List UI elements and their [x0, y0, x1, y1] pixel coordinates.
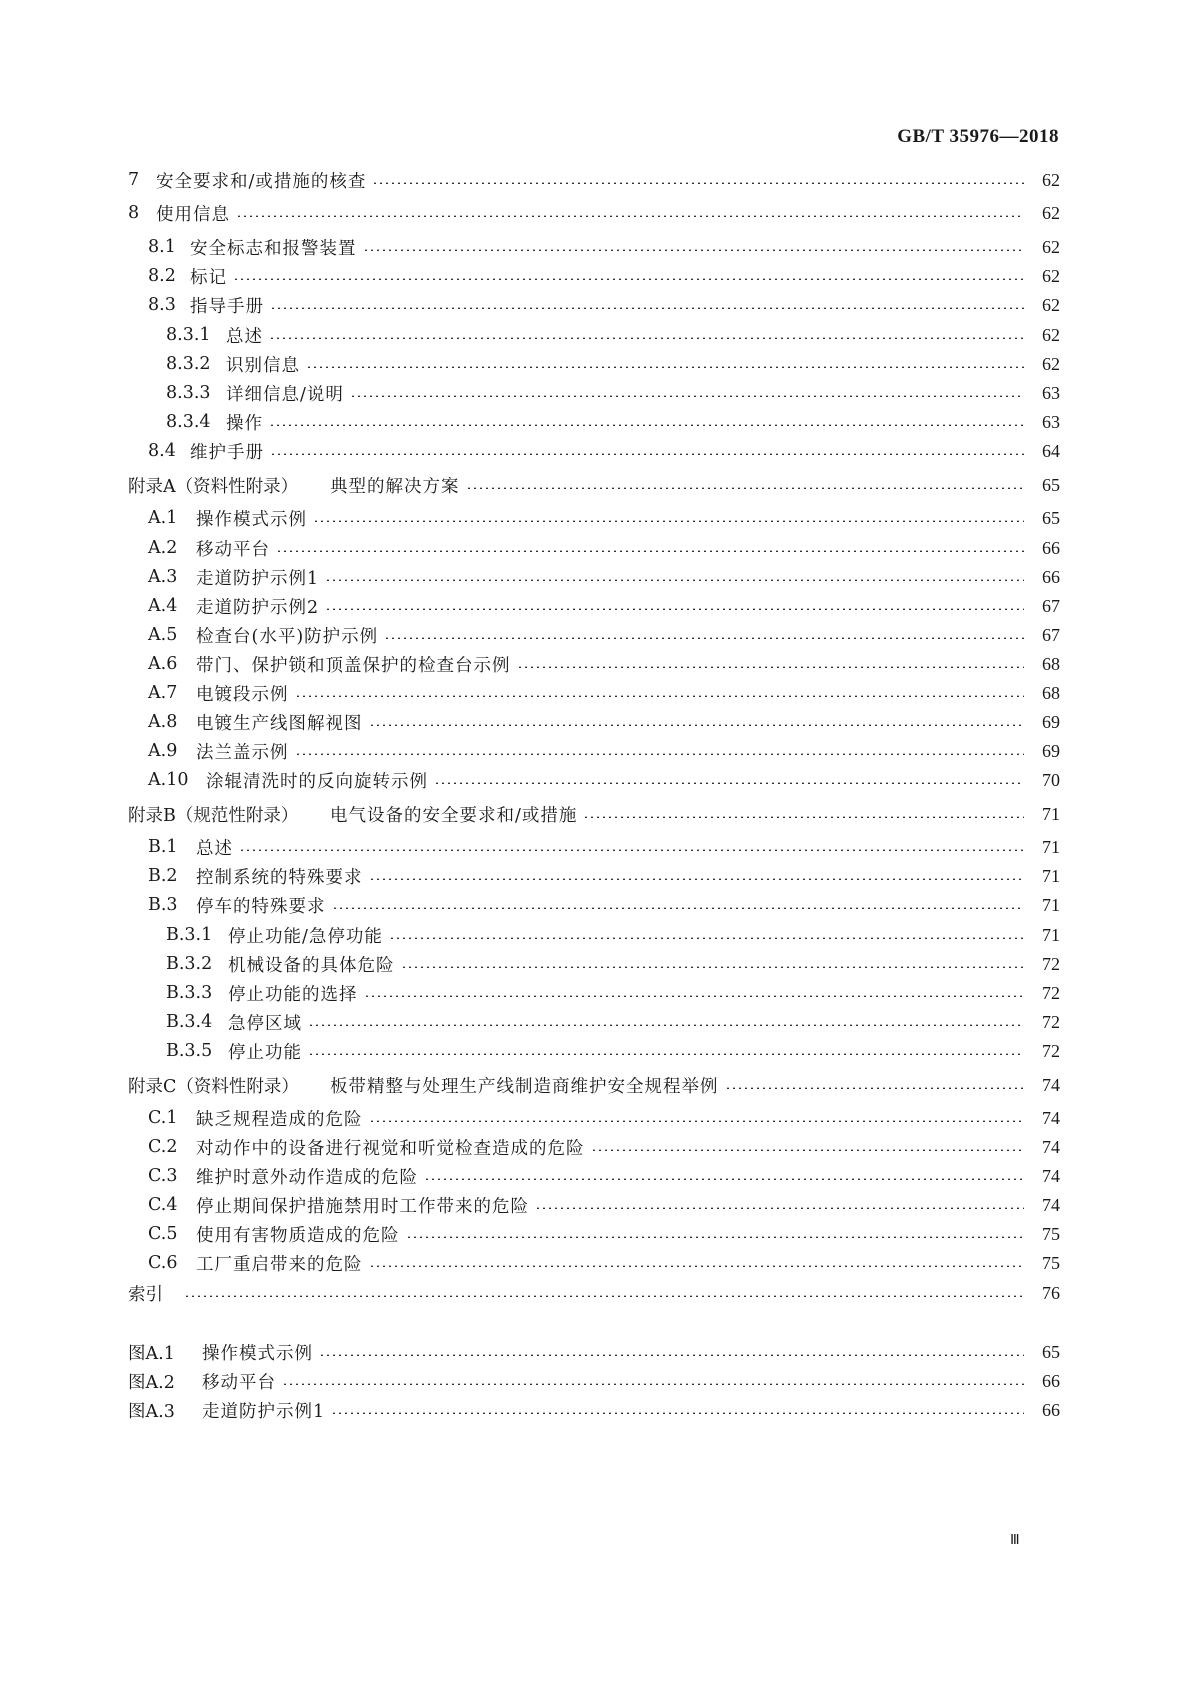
toc-entry-page: 74 [1042, 1136, 1060, 1157]
toc-entry-title: 操作模式示例 [196, 509, 307, 530]
toc-entry-title: 维护时意外动作造成的危险 [196, 1167, 418, 1188]
toc-entry-title: 总述 [226, 326, 263, 347]
toc-entry[interactable] [148, 232, 1060, 262]
toc-entry[interactable] [148, 649, 1060, 679]
toc-entry-page: 63 [1042, 411, 1060, 432]
toc-entry-page: 64 [1042, 440, 1060, 461]
toc-entry[interactable] [148, 620, 1060, 650]
toc-entry[interactable] [166, 407, 1060, 437]
toc-entry-page: 71 [1042, 836, 1060, 857]
toc-entry-title: 法兰盖示例 [196, 742, 289, 763]
toc-entry-number: C.2 [148, 1137, 178, 1157]
toc-entry-number: 8.1 [148, 237, 176, 257]
toc-entry-number: 8.3 [148, 295, 176, 315]
toc-entry-page: 67 [1042, 595, 1060, 616]
toc-entry[interactable] [128, 165, 1060, 195]
toc-entry-number: 图A.3 [128, 1401, 175, 1422]
toc-entry-number: 附录A（资料性附录） [128, 476, 299, 497]
toc-entry[interactable] [166, 978, 1060, 1008]
toc-entry-title: 急停区域 [228, 1013, 302, 1034]
toc-entry-page: 71 [1042, 803, 1060, 824]
dot-leader [184, 1295, 1024, 1297]
toc-entry-title: 安全标志和报警装置 [190, 238, 357, 259]
toc-entry-page: 66 [1042, 537, 1060, 558]
toc-entry-title: 电气设备的安全要求和/或措施 [330, 805, 578, 826]
toc-entry[interactable] [148, 890, 1060, 920]
dot-leader [369, 878, 1025, 880]
toc-entry-page: 74 [1042, 1165, 1060, 1186]
toc-entry-page: 74 [1042, 1107, 1060, 1128]
toc-entry-page: 71 [1042, 894, 1060, 915]
toc-entry-title: 详细信息/说明 [226, 384, 344, 405]
dot-leader [236, 215, 1024, 217]
toc-entry-number: 8.2 [148, 266, 176, 286]
dot-leader [535, 1207, 1024, 1209]
toc-entry-page: 62 [1042, 294, 1060, 315]
toc-entry-title: 带门、保护锁和顶盖保护的检查台示例 [196, 655, 511, 676]
toc-entry-page: 72 [1042, 1040, 1060, 1061]
page-number: Ⅲ [1010, 1533, 1020, 1548]
toc-entry-page: 68 [1042, 682, 1060, 703]
toc-entry-page: 71 [1042, 924, 1060, 945]
dot-leader [239, 849, 1024, 851]
toc-entry-number: 8.3.3 [166, 383, 211, 403]
toc-entry-number: A.4 [148, 596, 178, 616]
toc-entry-title: 典型的解决方案 [330, 476, 460, 497]
toc-entry-number: B.3.4 [166, 1012, 213, 1032]
toc-entry-title: 识别信息 [226, 355, 300, 376]
toc-entry-page: 62 [1042, 353, 1060, 374]
toc-entry-title: 停止功能 [228, 1042, 302, 1063]
toc-entry[interactable] [166, 949, 1060, 979]
toc-entry-title: 指导手册 [190, 296, 264, 317]
toc-entry-number: B.2 [148, 866, 178, 886]
toc-entry-title: 操作 [226, 413, 263, 434]
dot-leader [270, 453, 1024, 455]
toc-entry-page: 62 [1042, 265, 1060, 286]
toc-entry-number: A.1 [148, 508, 178, 528]
toc-entry[interactable] [148, 290, 1060, 320]
toc-entry-title: 检查台(水平)防护示例 [196, 626, 379, 647]
toc-entry[interactable] [148, 1161, 1060, 1191]
toc-entry-page: 75 [1042, 1252, 1060, 1273]
dot-leader [369, 1265, 1025, 1267]
dot-leader [319, 1354, 1024, 1356]
toc-entry-number: B.3.3 [166, 983, 213, 1003]
dot-leader [364, 995, 1025, 997]
toc-entry-number: A.2 [148, 538, 178, 558]
toc-entry[interactable] [166, 378, 1060, 408]
dot-leader [282, 1383, 1024, 1385]
toc-entry-page: 72 [1042, 982, 1060, 1003]
dot-leader [372, 182, 1024, 184]
dot-leader [591, 1149, 1025, 1151]
dot-leader [332, 907, 1025, 909]
toc-entry-number: A.10 [148, 770, 189, 790]
toc-entry-number: B.1 [148, 837, 178, 857]
dot-leader [269, 424, 1024, 426]
toc-entry-page: 74 [1042, 1194, 1060, 1215]
toc-entry-number: 图A.2 [128, 1372, 175, 1393]
toc-entry-number: B.3.2 [166, 954, 213, 974]
toc-entry[interactable] [166, 1007, 1060, 1037]
toc-entry[interactable] [128, 1278, 1060, 1308]
dot-leader [350, 395, 1024, 397]
toc-entry-number: C.1 [148, 1108, 178, 1128]
toc-entry[interactable] [148, 832, 1060, 862]
dot-leader [401, 966, 1025, 968]
toc-entry-page: 69 [1042, 711, 1060, 732]
toc-entry-title: 走道防护示例1 [196, 568, 320, 589]
toc-entry-page: 72 [1042, 1011, 1060, 1032]
toc-entry-number: C.4 [148, 1195, 178, 1215]
toc-entry[interactable] [148, 436, 1060, 466]
toc-entry-number: B.3 [148, 895, 178, 915]
dot-leader [308, 1053, 1024, 1055]
dot-leader [406, 1236, 1025, 1238]
dot-leader [295, 753, 1025, 755]
toc-entry-title: 总述 [196, 838, 233, 859]
dot-leader [331, 1412, 1024, 1414]
toc-entry[interactable] [148, 1132, 1060, 1162]
dot-leader [325, 608, 1024, 610]
toc-entry-title: 移动平台 [202, 1372, 276, 1393]
toc-entry-page: 72 [1042, 953, 1060, 974]
toc-entry[interactable] [148, 736, 1060, 766]
toc-entry-title: 走道防护示例2 [196, 597, 320, 618]
dot-leader [466, 487, 1025, 489]
toc-entry[interactable] [148, 765, 1060, 795]
toc-entry-page: 66 [1042, 1370, 1060, 1391]
toc-entry-page: 68 [1042, 653, 1060, 674]
toc-entry-title: 停止期间保护措施禁用时工作带来的危险 [196, 1196, 529, 1217]
toc-entry-number: 8.4 [148, 441, 176, 461]
dot-leader [270, 307, 1024, 309]
toc-entry-title: 移动平台 [196, 539, 270, 560]
toc-entry-title: 控制系统的特殊要求 [196, 867, 363, 888]
dot-leader [389, 937, 1024, 939]
toc-entry[interactable] [166, 920, 1060, 950]
toc-entry-number: C.3 [148, 1166, 178, 1186]
toc-entry-number: 附录C（资料性附录） [128, 1076, 299, 1097]
toc-entry-page: 65 [1042, 1341, 1060, 1362]
dot-leader [276, 550, 1024, 552]
toc-entry-number: A.3 [148, 567, 178, 587]
dot-leader [517, 666, 1025, 668]
toc-entry-number: A.8 [148, 712, 178, 732]
toc-entry-page: 74 [1042, 1074, 1060, 1095]
toc-entry-number: B.3.1 [166, 925, 213, 945]
dot-leader [424, 1178, 1024, 1180]
toc-entry-number: 8.3.2 [166, 354, 211, 374]
dot-leader [325, 579, 1024, 581]
toc-entry[interactable] [128, 1337, 1060, 1367]
toc-entry-page: 70 [1042, 769, 1060, 790]
toc-entry[interactable] [148, 562, 1060, 592]
toc-entry[interactable] [166, 320, 1060, 350]
dot-leader [369, 724, 1025, 726]
toc-entry[interactable] [128, 198, 1060, 228]
dot-leader [269, 337, 1024, 339]
toc-entry[interactable] [148, 1103, 1060, 1133]
toc-entry-page: 63 [1042, 382, 1060, 403]
toc-entry-title: 停止功能/急停功能 [228, 926, 383, 947]
toc-entry-number: B.3.5 [166, 1041, 213, 1061]
toc-entry[interactable] [128, 1070, 1060, 1100]
dot-leader [233, 278, 1024, 280]
dot-leader [725, 1087, 1025, 1089]
toc-entry[interactable] [128, 470, 1060, 500]
dot-leader [363, 249, 1025, 251]
dot-leader [308, 1024, 1024, 1026]
toc-entry-number: 8.3.1 [166, 325, 211, 345]
toc-entry-title: 使用信息 [156, 204, 230, 225]
toc-entry-page: 75 [1042, 1223, 1060, 1244]
toc-entry[interactable] [166, 1036, 1060, 1066]
toc-entry-page: 65 [1042, 507, 1060, 528]
toc-entry-number: 图A.1 [128, 1343, 175, 1364]
toc-entry[interactable] [148, 678, 1060, 708]
toc-entry-number: 8 [128, 203, 140, 223]
dot-leader [583, 816, 1024, 818]
toc-entry[interactable] [148, 261, 1060, 291]
toc-entry[interactable] [148, 503, 1060, 533]
toc-entry-number: A.6 [148, 654, 178, 674]
dot-leader [369, 1120, 1025, 1122]
toc-entry[interactable] [128, 799, 1060, 829]
toc-entry-number: A.7 [148, 683, 178, 703]
toc-entry-title: 停车的特殊要求 [196, 896, 326, 917]
toc-entry[interactable] [128, 1395, 1060, 1425]
toc-entry-title: 维护手册 [190, 442, 264, 463]
dot-leader [384, 637, 1024, 639]
toc-entry-title: 缺乏规程造成的危险 [196, 1109, 363, 1130]
toc-entry-number: 7 [128, 170, 140, 190]
toc-entry-title: 板带精整与处理生产线制造商维护安全规程举例 [330, 1076, 719, 1097]
toc-entry[interactable] [148, 1190, 1060, 1220]
toc-entry-page: 62 [1042, 169, 1060, 190]
toc-entry-number: 8.3.4 [166, 412, 211, 432]
toc-entry-title: 安全要求和/或措施的核查 [156, 171, 367, 192]
toc-entry-title: 电镀生产线图解视图 [196, 713, 363, 734]
toc-entry-title: 走道防护示例1 [202, 1401, 326, 1422]
toc-entry-number: C.5 [148, 1224, 178, 1244]
toc-entry[interactable] [148, 1219, 1060, 1249]
toc-entry-page: 62 [1042, 324, 1060, 345]
toc-entry-number: 索引 [128, 1284, 163, 1305]
toc-entry[interactable] [148, 1248, 1060, 1278]
toc-entry-page: 66 [1042, 1399, 1060, 1420]
toc-entry-title: 涂辊清洗时的反向旋转示例 [206, 771, 428, 792]
toc-entry-page: 69 [1042, 740, 1060, 761]
toc-entry-title: 机械设备的具体危险 [228, 955, 395, 976]
toc-entry-page: 62 [1042, 202, 1060, 223]
dot-leader [295, 695, 1025, 697]
document-code: GB/T 35976—2018 [897, 126, 1059, 147]
toc-entry-page: 62 [1042, 236, 1060, 257]
toc-entry-title: 电镀段示例 [196, 684, 289, 705]
toc-entry[interactable] [148, 591, 1060, 621]
toc-entry[interactable] [148, 533, 1060, 563]
toc-entry-number: A.9 [148, 741, 178, 761]
toc-entry-page: 65 [1042, 474, 1060, 495]
toc-entry[interactable] [128, 1366, 1060, 1396]
toc-entry[interactable] [166, 349, 1060, 379]
toc-entry-number: 附录B（规范性附录） [128, 805, 299, 826]
toc-entry-title: 使用有害物质造成的危险 [196, 1225, 400, 1246]
toc-entry-number: C.6 [148, 1253, 178, 1273]
dot-leader [306, 366, 1024, 368]
toc-entry-title: 对动作中的设备进行视觉和听觉检查造成的危险 [196, 1138, 585, 1159]
dot-leader [313, 520, 1024, 522]
toc-entry-page: 66 [1042, 566, 1060, 587]
toc-entry-page: 76 [1042, 1282, 1060, 1303]
toc-entry-title: 标记 [190, 267, 227, 288]
toc-entry-title: 工厂重启带来的危险 [196, 1254, 363, 1275]
toc-entry[interactable] [148, 707, 1060, 737]
toc-entry-number: A.5 [148, 625, 178, 645]
dot-leader [434, 782, 1024, 784]
toc-entry[interactable] [148, 861, 1060, 891]
toc-entry-title: 停止功能的选择 [228, 984, 358, 1005]
toc-entry-page: 67 [1042, 624, 1060, 645]
toc-entry-page: 71 [1042, 865, 1060, 886]
toc-entry-title: 操作模式示例 [202, 1343, 313, 1364]
